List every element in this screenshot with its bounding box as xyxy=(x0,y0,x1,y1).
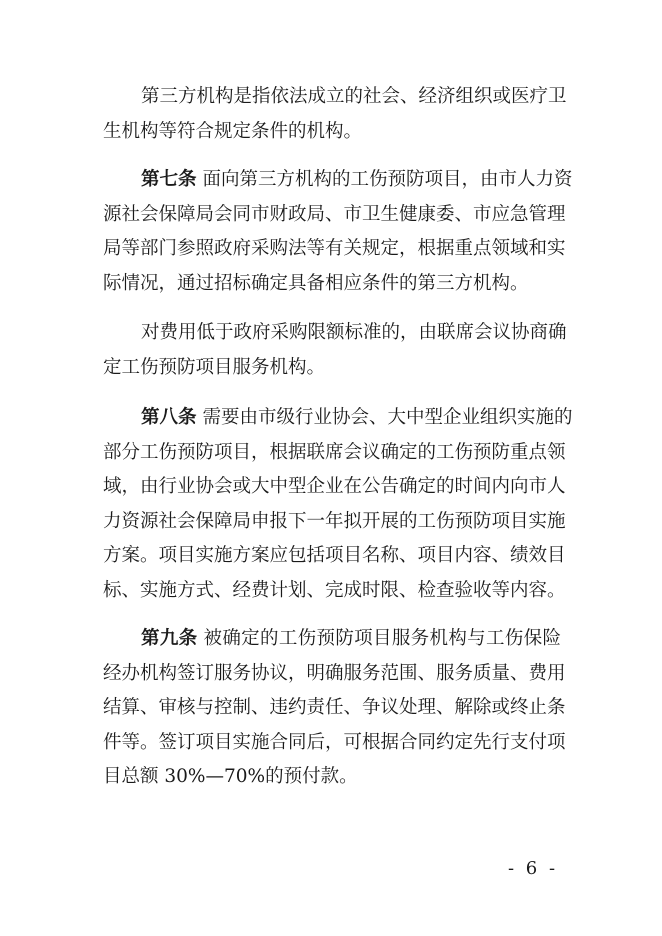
paragraph xyxy=(103,401,573,608)
text-line xyxy=(103,574,566,609)
line-text: 对费用低于政府采购限额标准的，由联席会议协商确 xyxy=(141,322,567,343)
text-line xyxy=(103,351,561,386)
paragraph xyxy=(103,316,567,385)
line-text: 结算、审核与控制、违约责任、争议处理、解除或终止条 xyxy=(103,697,566,718)
article-heading: 第七条 xyxy=(141,169,197,190)
line-text: 局等部门参照政府采购法等有关规定，根据重点领域和实 xyxy=(103,238,566,259)
line-text: 际情况，通过招标确定具备相应条件的第三方机构。 xyxy=(103,272,529,294)
line-text: 目总额 30%—70%的预付款。 xyxy=(103,766,358,787)
text-line xyxy=(103,622,561,657)
line-text: 标、实施方式、经费计划、完成时限、检查验收等内容。 xyxy=(103,579,566,601)
text-line xyxy=(103,505,566,540)
article-heading: 第八条 xyxy=(141,407,197,428)
line-text: 第三方机构是指依法成立的社会、经济组织或医疗卫 xyxy=(141,86,567,107)
paragraph xyxy=(103,80,567,149)
line-text: 生机构等符合规定条件的机构。 xyxy=(103,120,363,142)
line-text: 域，由行业协会或大中型企业在公告确定的时间内向市人 xyxy=(103,476,566,497)
text-line xyxy=(103,691,566,726)
paragraph xyxy=(103,622,566,795)
line-text: 部分工伤预防项目，根据联席会议确定的工伤预防重点领 xyxy=(103,441,566,463)
line-text: 经办机构签订服务协议，明确服务范围、服务质量、费用 xyxy=(103,662,566,684)
text-line xyxy=(103,760,561,795)
page-number: - 6 - xyxy=(508,858,559,879)
line-text: 件等。签订项目实施合同后，可根据合同约定先行支付项 xyxy=(103,731,566,753)
text-line xyxy=(103,539,566,574)
line-text: 定工伤预防项目服务机构。 xyxy=(103,356,326,378)
text-line xyxy=(103,163,573,198)
text-line xyxy=(103,436,566,471)
text-line xyxy=(103,657,566,692)
text-line xyxy=(103,470,566,505)
line-text: 被确定的工伤预防项目服务机构与工伤保险 xyxy=(203,628,561,649)
paragraph xyxy=(103,163,573,301)
text-line xyxy=(103,401,573,436)
text-line xyxy=(103,267,561,302)
line-text: 需要由市级行业协会、大中型企业组织实施的 xyxy=(202,407,573,428)
article-heading: 第九条 xyxy=(141,628,198,649)
text-line xyxy=(103,232,566,267)
line-text: 源社会保障局会同市财政局、市卫生健康委、市应急管理 xyxy=(103,203,566,225)
text-line xyxy=(103,316,567,351)
text-line xyxy=(103,198,566,233)
line-text: 力资源社会保障局申报下一年拟开展的工伤预防项目实施 xyxy=(103,510,566,532)
text-line xyxy=(103,726,566,761)
line-text: 面向第三方机构的工伤预防项目，由市人力资 xyxy=(202,169,573,190)
text-line xyxy=(103,80,567,115)
text-line xyxy=(103,115,561,150)
line-text: 方案。项目实施方案应包括项目名称、项目内容、绩效目 xyxy=(103,545,566,566)
